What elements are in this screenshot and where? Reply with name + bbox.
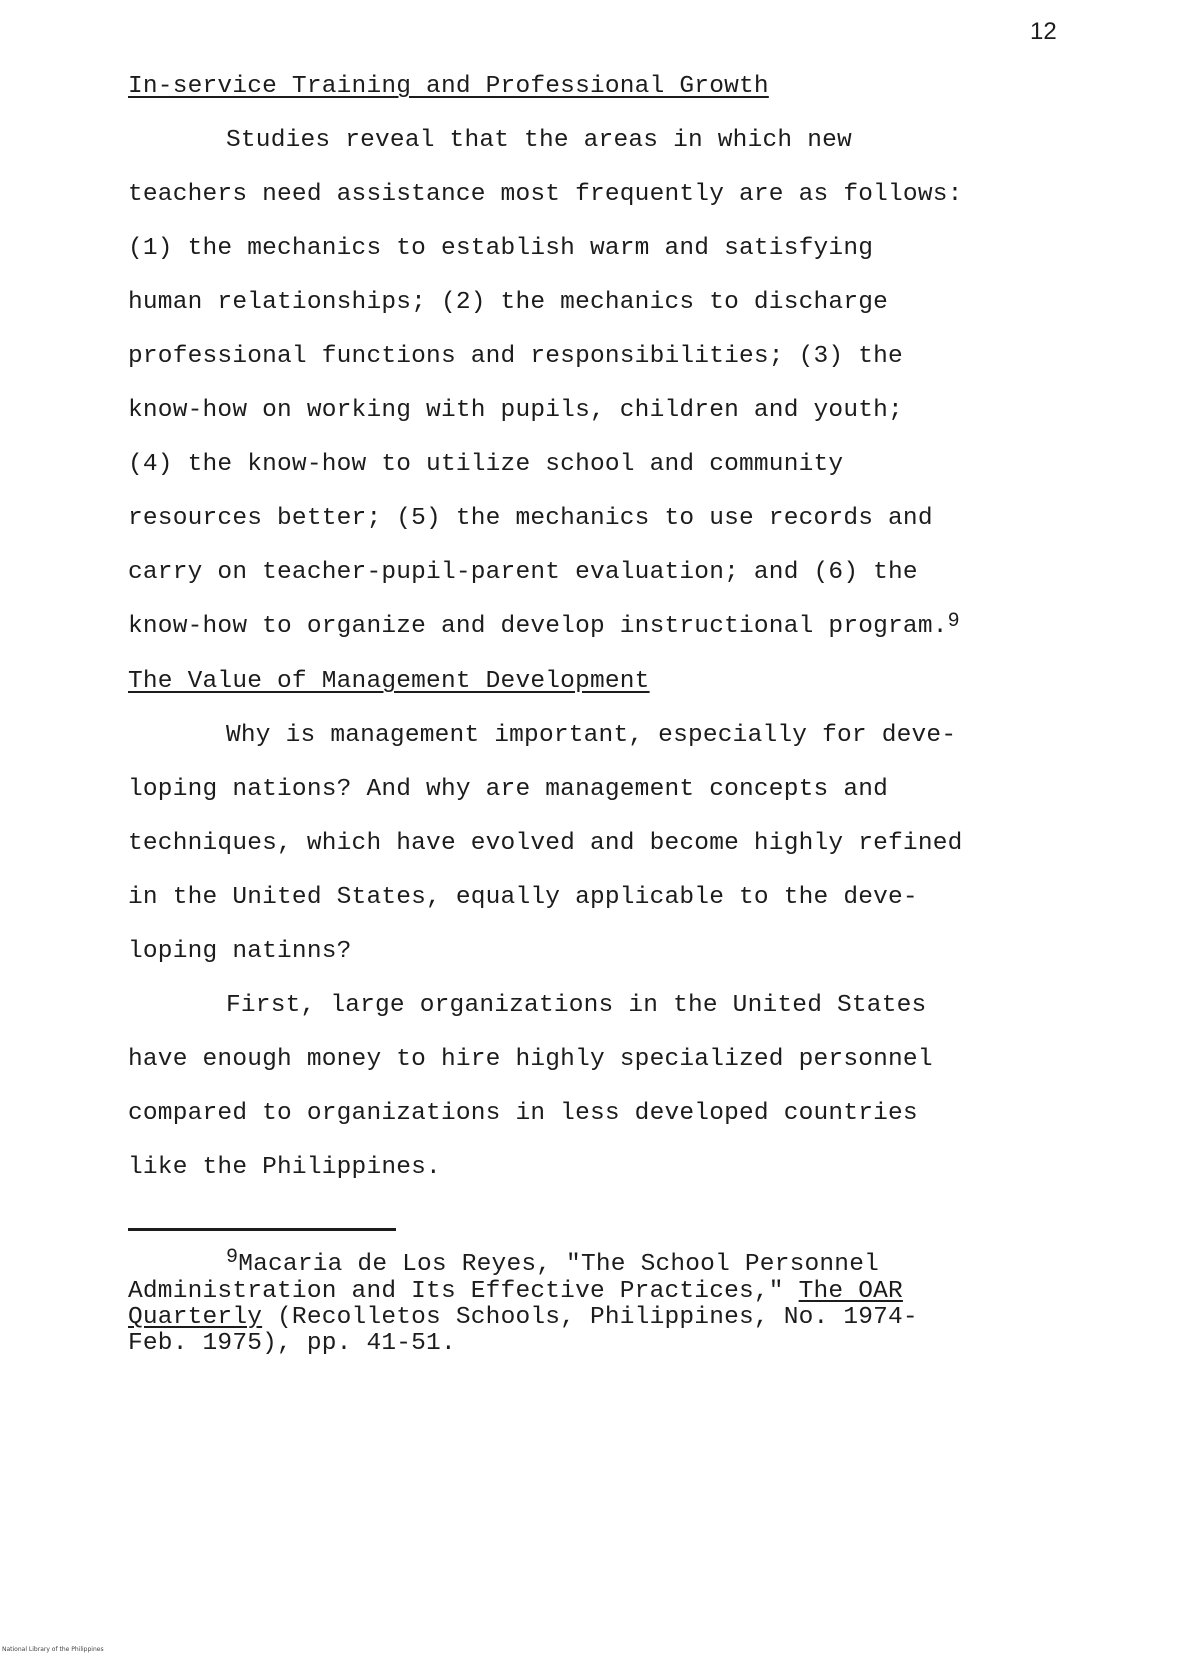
footnote-number: 9 bbox=[226, 1246, 239, 1269]
paragraph-line: resources better; (5) the mechanics to use records and bbox=[128, 505, 933, 532]
section-heading-management-development: The Value of Management Development bbox=[128, 668, 650, 695]
footnote-text: Macaria de Los Reyes, "The School Personnel bbox=[238, 1251, 880, 1278]
paragraph-line: (1) the mechanics to establish warm and satisfying bbox=[128, 235, 874, 262]
paragraph-line: like the Philippines. bbox=[128, 1154, 441, 1181]
paragraph-line: Why is management important, especially for deve- bbox=[226, 722, 957, 749]
paragraph-line: teachers need assistance most frequently are as follows: bbox=[128, 181, 963, 208]
footnote-text: (Recolletos Schools, Philippines, No. 1974- bbox=[262, 1304, 918, 1331]
paragraph-line: human relationships; (2) the mechanics to discharge bbox=[128, 289, 889, 316]
paragraph-line: know-how on working with pupils, children and youth; bbox=[128, 397, 903, 424]
body-text bbox=[128, 60, 1068, 1195]
paragraph-line: loping nations? And why are management concepts and bbox=[128, 776, 889, 803]
footnote-line bbox=[128, 1305, 1088, 1331]
paragraph-line: Studies reveal that the areas in which new bbox=[226, 127, 852, 154]
paragraph-line bbox=[128, 600, 1068, 655]
paragraph-line: loping natinns? bbox=[128, 938, 352, 965]
paragraph-line: techniques, which have evolved and become highly refined bbox=[128, 830, 963, 857]
journal-title: Quarterly bbox=[128, 1304, 263, 1331]
section-heading-inservice-training: In-service Training and Professional Growth bbox=[128, 73, 769, 100]
paragraph-line: professional functions and responsibilities; (3) the bbox=[128, 343, 903, 370]
page-number: 12 bbox=[1030, 18, 1057, 45]
paragraph-line: compared to organizations in less developed countries bbox=[128, 1100, 918, 1127]
paragraph-line: First, large organizations in the United States bbox=[226, 992, 927, 1019]
footnote-text: Administration and Its Effective Practices," bbox=[128, 1278, 799, 1305]
paragraph-line: have enough money to hire highly specialized personnel bbox=[128, 1046, 933, 1073]
footnote-line: Feb. 1975), pp. 41-51. bbox=[128, 1330, 456, 1357]
archive-footer: National Library of the Philippines bbox=[2, 1646, 104, 1653]
footnote-divider bbox=[128, 1228, 396, 1231]
footnote bbox=[128, 1246, 1088, 1357]
footnote-reference: 9 bbox=[947, 610, 960, 633]
paragraph-line: carry on teacher-pupil-parent evaluation; and (6) the bbox=[128, 559, 918, 586]
footnote-line bbox=[128, 1279, 1088, 1305]
journal-title: The OAR bbox=[798, 1278, 903, 1305]
paragraph-line: in the United States, equally applicable to the deve- bbox=[128, 884, 918, 911]
paragraph-line-text: know-how to organize and develop instructional program. bbox=[128, 613, 948, 640]
paragraph-line: (4) the know-how to utilize school and community bbox=[128, 451, 844, 478]
footnote-line bbox=[128, 1246, 1088, 1279]
